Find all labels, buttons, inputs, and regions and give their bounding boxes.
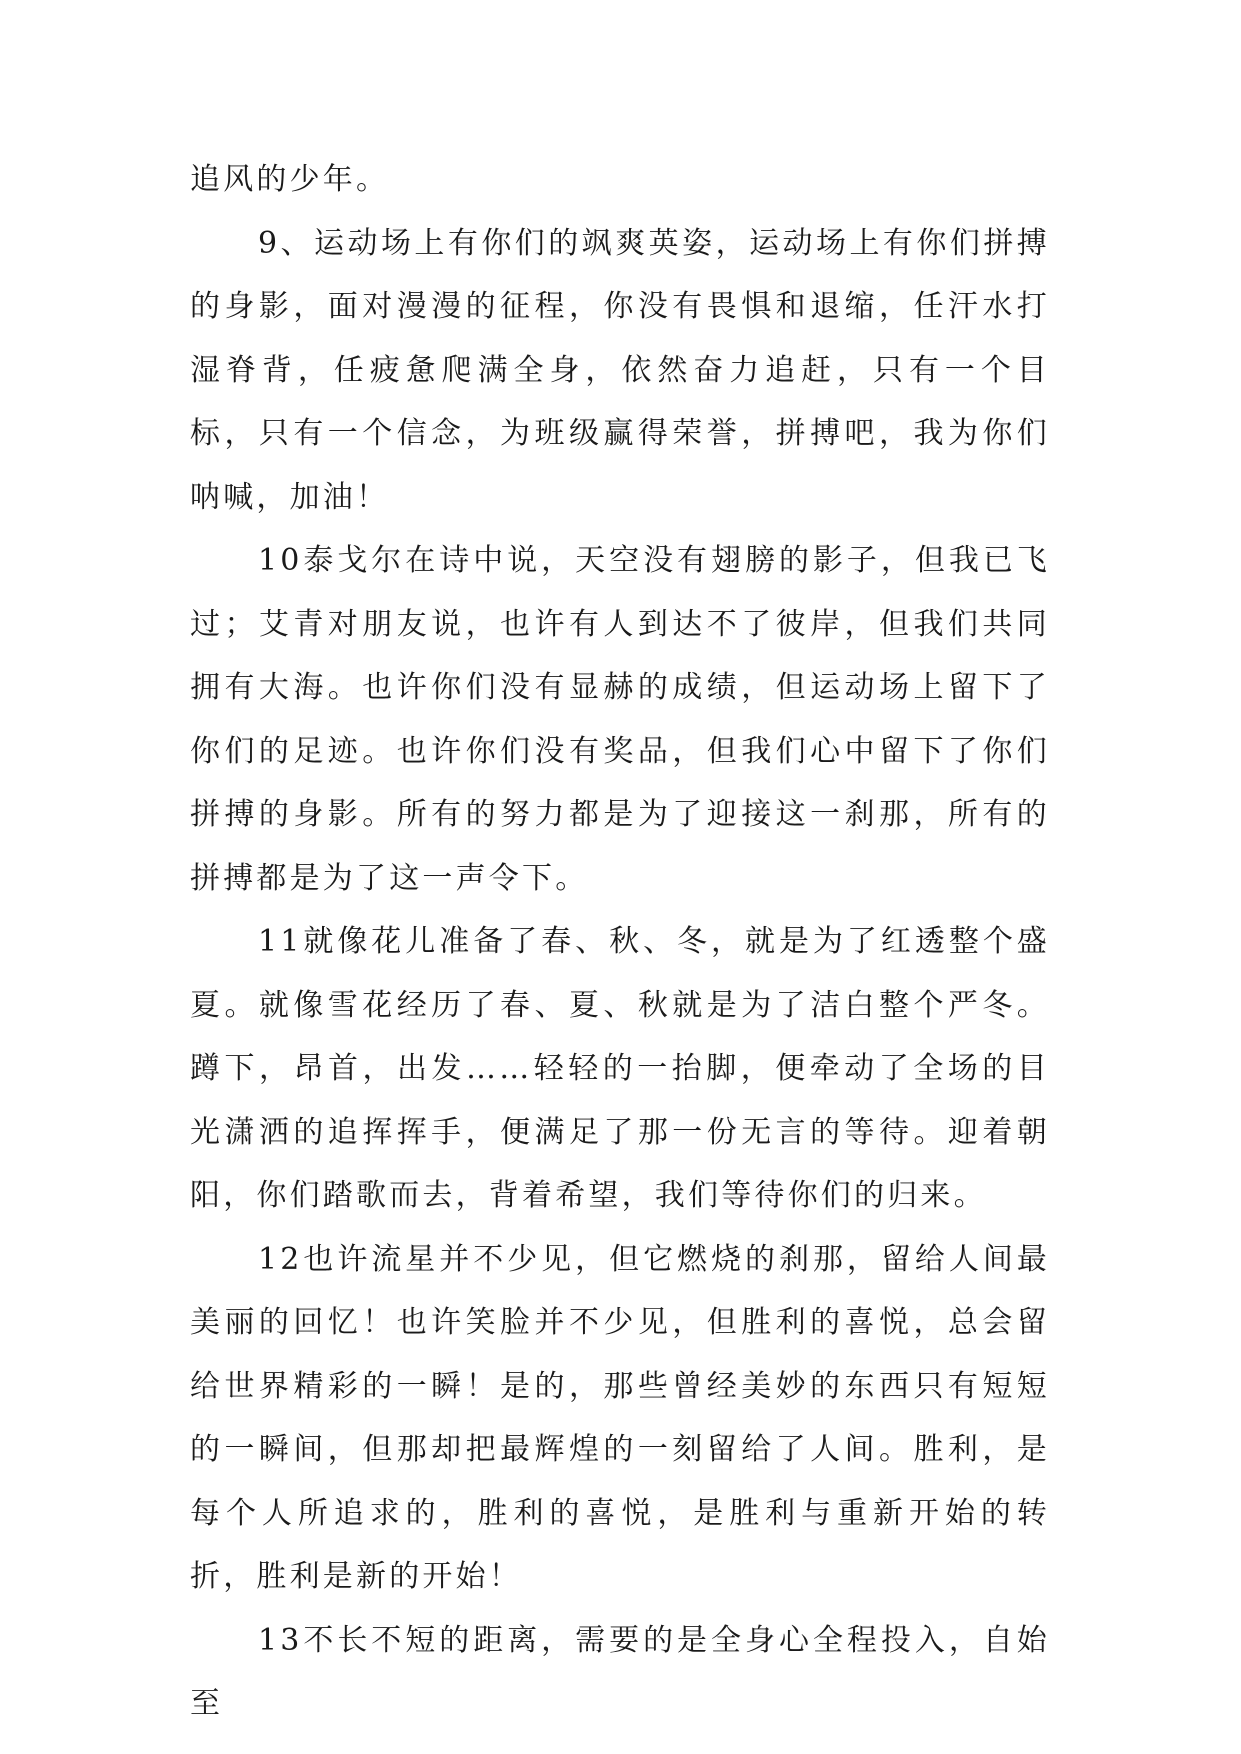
document-body	[190, 148, 1050, 1736]
paragraph-11: 11就像花儿准备了春、秋、冬，就是为了红透整个盛夏。就像雪花经历了春、夏、秋就是为了洁白整个严冬。蹲下，昂首，出发……轻轻的一抬脚，便牵动了全场的目光潇洒的追挥挥手，便满足了那一份无言的等待。迎着朝阳，你们踏歌而去，背着希望，我们等待你们的归来。	[190, 924, 1050, 1213]
paragraph-9: 9、运动场上有你们的飒爽英姿，运动场上有你们拼搏的身影，面对漫漫的征程，你没有畏惧和退缩，任汗水打湿脊背，任疲惫爬满全身，依然奋力追赶，只有一个目标，只有一个信念，为班级赢得荣誉，拼搏吧，我为你们呐喊，加油！	[190, 225, 1050, 515]
paragraph-13: 13不长不短的距离，需要的是全身心全程投入，自始至	[190, 1622, 1050, 1721]
paragraph-continuation: 追风的少年。	[190, 162, 390, 197]
paragraph-10: 10泰戈尔在诗中说，天空没有翅膀的影子，但我已飞过；艾青对朋友说，也许有人到达不了彼岸，但我们共同拥有大海。也许你们没有显赫的成绩，但运动场上留下了你们的足迹。也许你们没有奖品，但我们心中留下了你们拼搏的身影。所有的努力都是为了迎接这一刹那，所有的拼搏都是为了这一声令下。	[190, 543, 1050, 896]
paragraph-12: 12也许流星并不少见，但它燃烧的刹那，留给人间最美丽的回忆！也许笑脸并不少见，但胜利的喜悦，总会留给世界精彩的一瞬！是的，那些曾经美妙的东西只有短短的一瞬间，但那却把最辉煌的一刻留给了人间。胜利，是每个人所追求的，胜利的喜悦，是胜利与重新开始的转折，胜利是新的开始！	[190, 1241, 1050, 1594]
